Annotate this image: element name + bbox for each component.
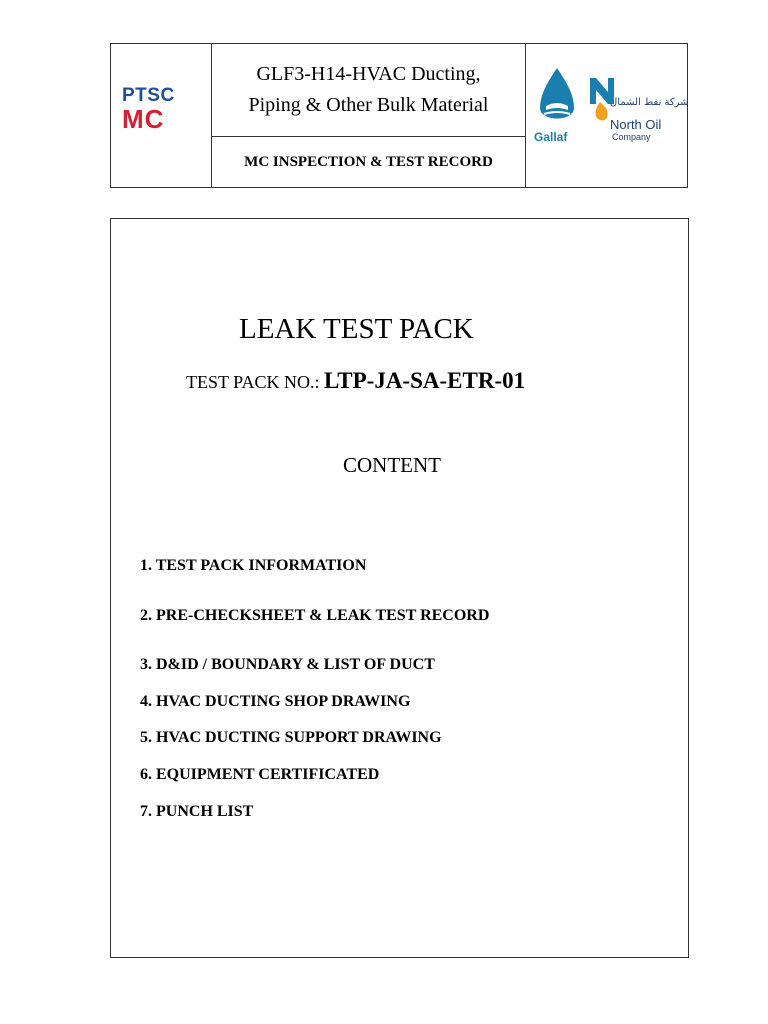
list-item: 5. HVAC DUCTING SUPPORT DRAWING <box>140 729 442 746</box>
ptsc-logo-text: PTSC <box>122 85 175 106</box>
list-item: 7. PUNCH LIST <box>140 803 254 820</box>
mc-logo-text: MC <box>122 104 165 134</box>
noc-name: North Oil <box>610 117 662 132</box>
record-type: MC INSPECTION & TEST RECORD <box>244 153 493 170</box>
list-item: 3. D&ID / BOUNDARY & LIST OF DUCT <box>140 656 435 673</box>
test-pack-number <box>186 368 525 394</box>
project-title-line1: GLF3-H14-HVAC Ducting, <box>256 63 481 85</box>
content-heading: CONTENT <box>343 453 441 477</box>
test-pack-number-label: TEST PACK NO.: <box>186 372 320 392</box>
project-title <box>212 44 525 137</box>
list-item: 4. HVAC DUCTING SHOP DRAWING <box>140 693 411 710</box>
test-pack-content <box>110 218 689 958</box>
list-item: 6. EQUIPMENT CERTIFICATED <box>140 766 380 783</box>
gallaf-label: Gallaf <box>534 130 568 144</box>
noc-company-label: Company <box>612 132 651 142</box>
document-header <box>110 43 688 188</box>
ptsc-mc-logo <box>111 44 212 187</box>
list-item: 2. PRE-CHECKSHEET & LEAK TEST RECORD <box>140 607 490 624</box>
project-title-line2: Piping & Other Bulk Material <box>248 94 489 116</box>
page-title: LEAK TEST PACK <box>239 313 474 345</box>
gallaf-logo-icon <box>532 66 582 132</box>
noc-arabic-name: شركة نفط الشمال <box>610 97 689 108</box>
test-pack-number-value: LTP-JA-SA-ETR-01 <box>324 368 526 393</box>
client-logos <box>525 44 689 187</box>
list-item: 1. TEST PACK INFORMATION <box>140 557 367 574</box>
